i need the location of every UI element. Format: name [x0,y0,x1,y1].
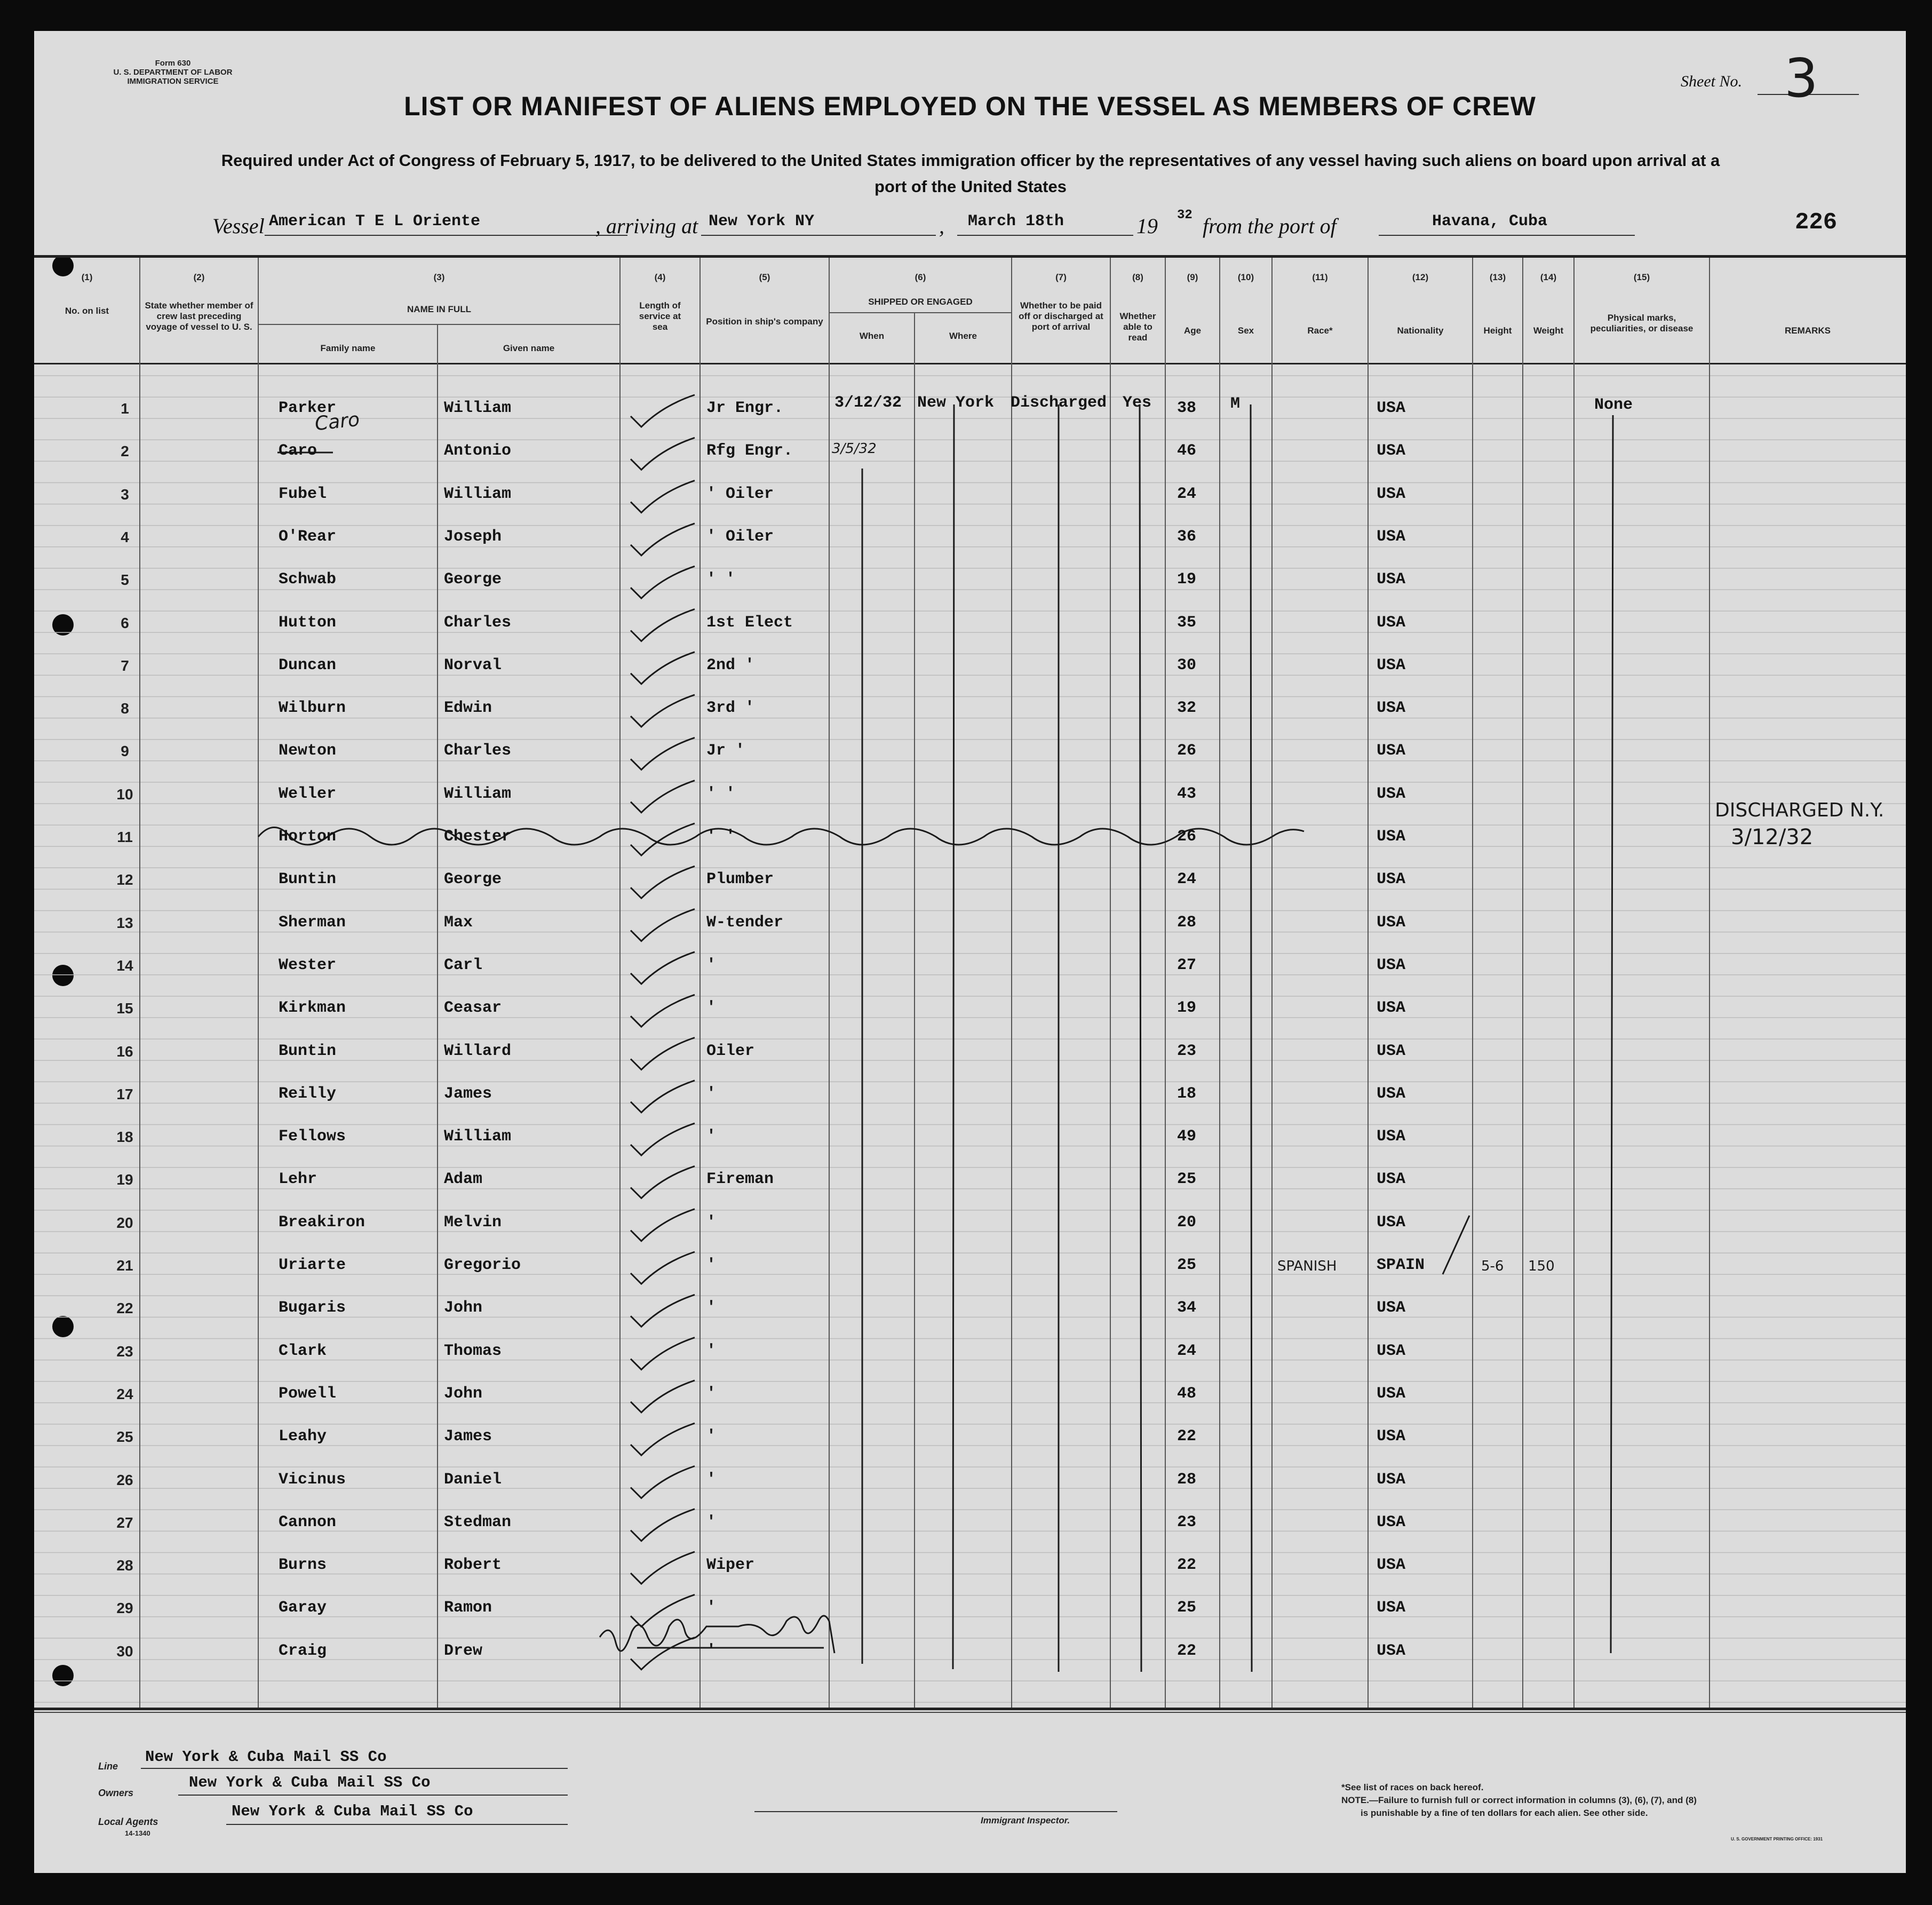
position: ' [706,1299,717,1317]
caro-correction: Caro [314,408,361,435]
row-number: 2 [121,443,129,460]
form-code: 14-1340 [125,1829,150,1837]
col-header-marks: Physical marks, peculiarities, or disease [1590,313,1694,334]
family-name: Horton [279,828,337,846]
inspector-line [754,1811,1117,1812]
given-name: George [444,570,502,589]
family-name: Lehr [279,1170,317,1189]
row-number: 24 [116,1385,133,1402]
col-header-shipped: SHIPPED OR ENGAGED [868,297,973,307]
age: 26 [1177,742,1197,760]
family-name: Buntin [279,1042,337,1060]
position: ' [706,1256,717,1274]
age: 19 [1177,999,1197,1018]
col-header-weight: Weight [1533,326,1564,336]
family-name: Duncan [279,656,337,674]
row-number: 8 [121,700,129,717]
col-header-position: Position in ship's company [706,316,823,327]
family-name: Weller [279,784,337,803]
position: Rfg Engr. [706,442,793,461]
arrival-date: March 18th [968,212,1064,231]
height: 5-6 [1481,1258,1504,1274]
family-name: Clark [279,1342,327,1360]
owners-value: New York & Cuba Mail SS Co [189,1774,431,1791]
position: W-tender [706,913,784,932]
given-name: Gregorio [444,1256,521,1274]
position: ' [706,1084,717,1103]
position: 2nd ' [706,656,755,674]
sex-value: M [1230,395,1241,413]
col-header-name: NAME IN FULL [407,304,471,314]
row-number: 27 [116,1514,133,1531]
family-name: Reilly [279,1084,337,1103]
row-number: 17 [116,1085,133,1102]
family-name: Craig [279,1641,327,1660]
row-number: 11 [117,829,133,845]
nationality: USA [1377,1213,1406,1232]
nationality: USA [1377,913,1406,932]
row-number: 18 [116,1129,133,1146]
given-name: John [444,1299,483,1317]
table-row [34,1299,1906,1331]
family-name: Burns [279,1556,327,1575]
row-number: 30 [116,1642,133,1660]
row-number: 7 [121,657,129,674]
nationality: USA [1377,1084,1406,1103]
table-row [34,528,1906,560]
table-row [34,1599,1906,1631]
table-row [34,1170,1906,1202]
age: 36 [1177,527,1197,546]
family-name: Buntin [279,870,337,889]
col-num-14: (14) [1540,272,1557,282]
position: ' ' [706,828,736,846]
given-name: James [444,1427,492,1446]
table-row [34,1256,1906,1288]
col-num-11: (11) [1312,272,1328,282]
agents-underline [226,1824,568,1825]
row-number: 28 [116,1557,133,1574]
col-header-read: Whether able to read [1119,311,1156,343]
col-header-given: Given name [503,343,555,353]
position: Oiler [706,1042,755,1060]
given-name: Drew [444,1641,483,1660]
table-row [34,1342,1906,1374]
agents-label: Local Agents [98,1816,158,1827]
position: ' [706,1641,717,1660]
position: Plumber [706,870,774,889]
given-name: Daniel [444,1470,502,1489]
given-name: Max [444,913,473,932]
table-row [34,785,1906,817]
year-suffix: 32 [1177,208,1192,223]
inspector-label: Immigrant Inspector. [981,1815,1070,1825]
department: U. S. DEPARTMENT OF LABOR [113,68,233,77]
table-row [34,570,1906,602]
arriving-label: , arriving at [595,214,698,238]
printing-office: U. S. GOVERNMENT PRINTING OFFICE: 1931 [1731,1837,1823,1842]
col-num-9: (9) [1187,272,1198,282]
age: 28 [1177,913,1197,932]
col-header-when: When [859,331,885,341]
row2-shipped-when: 3/5/32 [832,441,877,457]
age: 25 [1177,1170,1197,1189]
position: ' [706,1128,717,1146]
remarks-date: 3/12/32 [1731,825,1814,850]
note-races: *See list of races on back hereof. [1341,1782,1484,1792]
nationality: USA [1377,999,1406,1018]
row-number: 25 [116,1428,133,1446]
family-name: Fubel [279,485,327,503]
given-name: Ramon [444,1599,492,1617]
position: ' Oiler [706,485,774,503]
family-name: Caro [279,442,317,461]
age: 38 [1177,399,1197,417]
page-number: 226 [1795,209,1838,236]
age: 26 [1177,828,1197,846]
table-row [34,742,1906,774]
row-number: 6 [121,614,129,631]
given-name: Chester [444,828,512,846]
position: ' ' [706,570,736,589]
col-header-sex: Sex [1237,326,1254,336]
nationality: USA [1377,1128,1406,1146]
owners-label: Owners [98,1788,134,1798]
position: 1st Elect [706,613,793,632]
line-underline [141,1768,568,1769]
nationality: USA [1377,956,1406,974]
family-name: Kirkman [279,999,346,1018]
nationality: USA [1377,1599,1406,1617]
nationality: USA [1377,1042,1406,1060]
position: Jr Engr. [706,399,784,417]
year-prefix: 19 [1136,214,1158,238]
nationality: USA [1377,656,1406,674]
nationality: USA [1377,1170,1406,1189]
row-number: 4 [121,528,129,545]
col-header-remarks: REMARKS [1785,326,1831,336]
weight: 150 [1528,1258,1555,1274]
table-row [34,828,1906,860]
position: ' [706,999,717,1018]
table-row [34,614,1906,646]
nationality: USA [1377,1556,1406,1575]
given-name: Charles [444,742,512,760]
row-number: 3 [121,486,129,503]
given-name: William [444,399,512,417]
nationality: USA [1377,1513,1406,1531]
nationality: USA [1377,784,1406,803]
row-number: 26 [116,1471,133,1488]
given-name: Joseph [444,527,502,546]
position: Jr ' [706,742,745,760]
table-row [34,485,1906,517]
col-header-family: Family name [320,343,376,353]
page-title: LIST OR MANIFEST OF ALIENS EMPLOYED ON THE VESSEL AS MEMBERS OF CREW [404,91,1536,121]
shipped-when: 3/12/32 [834,394,902,412]
family-name: Powell [279,1384,337,1403]
family-name: Hutton [279,613,337,632]
nationality: USA [1377,1470,1406,1489]
age: 24 [1177,1342,1197,1360]
table-row [34,999,1906,1031]
subtitle-line1: Required under Act of Congress of February 5, 1917, to be delivered to the United States immigration officer by the representatives of any vessel having such aliens on board upon arrival at a [221,151,1720,170]
form-number: Form 630 [155,59,191,68]
race: SPANISH [1277,1258,1337,1274]
col-num-6: (6) [915,272,926,282]
nationality: USA [1377,1427,1406,1446]
given-name: John [444,1384,483,1403]
age: 27 [1177,956,1197,974]
vessel-label: Vessel [212,214,265,238]
age: 49 [1177,1128,1197,1146]
nationality: USA [1377,1384,1406,1403]
row-number: 19 [116,1171,133,1188]
given-name: William [444,485,512,503]
given-name: Adam [444,1170,483,1189]
given-name: Willard [444,1042,512,1060]
given-name: Charles [444,613,512,632]
from-port: Havana, Cuba [1432,212,1548,231]
col-num-13: (13) [1489,272,1506,282]
family-name: Wester [279,956,337,974]
physical-marks: None [1594,396,1633,414]
discharged-value: Discharged [1011,394,1107,412]
nationality: USA [1377,1342,1406,1360]
given-name: James [444,1084,492,1103]
nationality: USA [1377,870,1406,889]
age: 34 [1177,1299,1197,1317]
family-name: Fellows [279,1128,346,1146]
position: Wiper [706,1556,755,1575]
table-row [34,1213,1906,1245]
age: 32 [1177,699,1197,718]
col-num-7: (7) [1055,272,1067,282]
family-name: Parker [279,399,337,417]
position: ' [706,1427,717,1446]
family-name: Wilburn [279,699,346,718]
given-name: Robert [444,1556,502,1575]
position: ' ' [706,784,736,803]
nationality: USA [1377,742,1406,760]
row-number: 16 [116,1043,133,1060]
col-num-12: (12) [1412,272,1429,282]
age: 20 [1177,1213,1197,1232]
given-name: George [444,870,502,889]
col-header-where: Where [949,331,977,341]
row-number: 10 [116,785,133,803]
age: 24 [1177,485,1197,503]
family-name: Leahy [279,1427,327,1446]
table-row [34,1385,1906,1417]
col-header-discharged: Whether to be paid off or discharged at port of arrival [1019,300,1103,332]
table-row [34,656,1906,688]
col-num-1: (1) [81,272,93,282]
nationality: USA [1377,527,1406,546]
age: 24 [1177,870,1197,889]
sheet-number: 3 [1784,47,1818,109]
age: 48 [1177,1384,1197,1403]
arriving-port: New York NY [709,212,815,231]
line-label: Line [98,1761,118,1772]
position: ' [706,1470,717,1489]
table-row [34,699,1906,731]
col-num-5: (5) [759,272,770,282]
comma: , [939,214,944,238]
row-number: 21 [116,1257,133,1274]
note-line1: NOTE.—Failure to furnish full or correct information in columns (3), (6), (7), and (8) [1341,1795,1697,1805]
position: ' [706,1513,717,1531]
position: 3rd ' [706,699,755,718]
row-number: 15 [116,1000,133,1017]
row-number: 5 [121,572,129,589]
col-header-nationality: Nationality [1397,326,1444,336]
agents-value: New York & Cuba Mail SS Co [232,1803,473,1820]
row-number: 1 [121,400,129,417]
position: ' [706,956,717,974]
row-number: 23 [116,1343,133,1360]
shipped-where: New York [917,394,995,412]
nationality: SPAIN [1377,1256,1425,1274]
given-name: Stedman [444,1513,512,1531]
col-num-15: (15) [1633,272,1650,282]
nationality: USA [1377,485,1406,503]
col-header-race: Race* [1307,326,1333,336]
given-name: Carl [444,956,483,974]
table-row [34,1042,1906,1074]
col-header-state: State whether member of crew last preceding voyage of vessel to U. S. [145,300,253,332]
table-row [34,1471,1906,1503]
vessel-name: American T E L Oriente [269,212,481,231]
col-header-age: Age [1183,326,1202,336]
table-row [34,1556,1906,1588]
col-header-height: Height [1483,326,1512,336]
subtitle-line2: port of the United States [874,177,1067,196]
nationality: USA [1377,613,1406,632]
age: 22 [1177,1556,1197,1575]
line-value: New York & Cuba Mail SS Co [145,1748,387,1766]
table-row [34,1085,1906,1117]
table-row [34,914,1906,946]
age: 22 [1177,1427,1197,1446]
table-row [34,442,1906,474]
age: 22 [1177,1641,1197,1660]
note-line2: is punishable by a fine of ten dollars for each alien. See other side. [1361,1808,1648,1818]
col-header-length: Length of service at sea [639,300,681,332]
table-row [34,1513,1906,1545]
age: 25 [1177,1599,1197,1617]
family-name: Bugaris [279,1299,346,1317]
nationality: USA [1377,828,1406,846]
sheet-label: Sheet No. [1681,73,1742,90]
given-name: Thomas [444,1342,502,1360]
age: 35 [1177,613,1197,632]
row-number: 22 [116,1300,133,1317]
family-name: Breakiron [279,1213,365,1232]
age: 25 [1177,1256,1197,1274]
given-name: Edwin [444,699,492,718]
manifest-sheet [34,31,1906,1873]
age: 18 [1177,1084,1197,1103]
nationality: USA [1377,1299,1406,1317]
nationality: USA [1377,399,1406,417]
col-num-10: (10) [1237,272,1254,282]
family-name: Cannon [279,1513,337,1531]
table-row [34,956,1906,988]
col-num-4: (4) [654,272,666,282]
col-header-no: No. on list [65,306,109,316]
age: 30 [1177,656,1197,674]
family-name: Vicinus [279,1470,346,1489]
row-number: 29 [116,1600,133,1617]
family-name: Schwab [279,570,337,589]
position: ' [706,1213,717,1232]
age: 19 [1177,570,1197,589]
age: 43 [1177,784,1197,803]
family-name: Sherman [279,913,346,932]
table-row [34,1642,1906,1674]
remarks-discharged: DISCHARGED N.Y. [1715,799,1885,821]
family-name: Garay [279,1599,327,1617]
position: ' [706,1342,717,1360]
family-name: Uriarte [279,1256,346,1274]
family-name: O'Rear [279,527,337,546]
nationality: USA [1377,442,1406,461]
nationality: USA [1377,1641,1406,1660]
row-number: 13 [116,914,133,931]
age: 46 [1177,442,1197,461]
table-row [34,1128,1906,1160]
given-name: William [444,1128,512,1146]
table-row [34,870,1906,902]
nationality: USA [1377,570,1406,589]
col-num-8: (8) [1132,272,1143,282]
row-number: 20 [116,1214,133,1231]
owners-underline [178,1795,568,1796]
row-number: 12 [116,871,133,888]
from-label: from the port of [1203,214,1337,238]
col-num-2: (2) [193,272,205,282]
position: Fireman [706,1170,774,1189]
row-number: 14 [116,957,133,974]
given-name: Melvin [444,1213,502,1232]
given-name: Antonio [444,442,512,461]
given-name: Ceasar [444,999,502,1018]
age: 23 [1177,1513,1197,1531]
able-to-read: Yes [1123,394,1152,412]
family-name: Newton [279,742,337,760]
position: ' Oiler [706,527,774,546]
age: 28 [1177,1470,1197,1489]
position: ' [706,1599,717,1617]
row-number: 9 [121,743,129,760]
col-num-3: (3) [433,272,445,282]
nationality: USA [1377,699,1406,718]
table-row [34,1427,1906,1459]
position: ' [706,1384,717,1403]
service: IMMIGRATION SERVICE [127,77,219,86]
given-name: William [444,784,512,803]
age: 23 [1177,1042,1197,1060]
given-name: Norval [444,656,502,674]
